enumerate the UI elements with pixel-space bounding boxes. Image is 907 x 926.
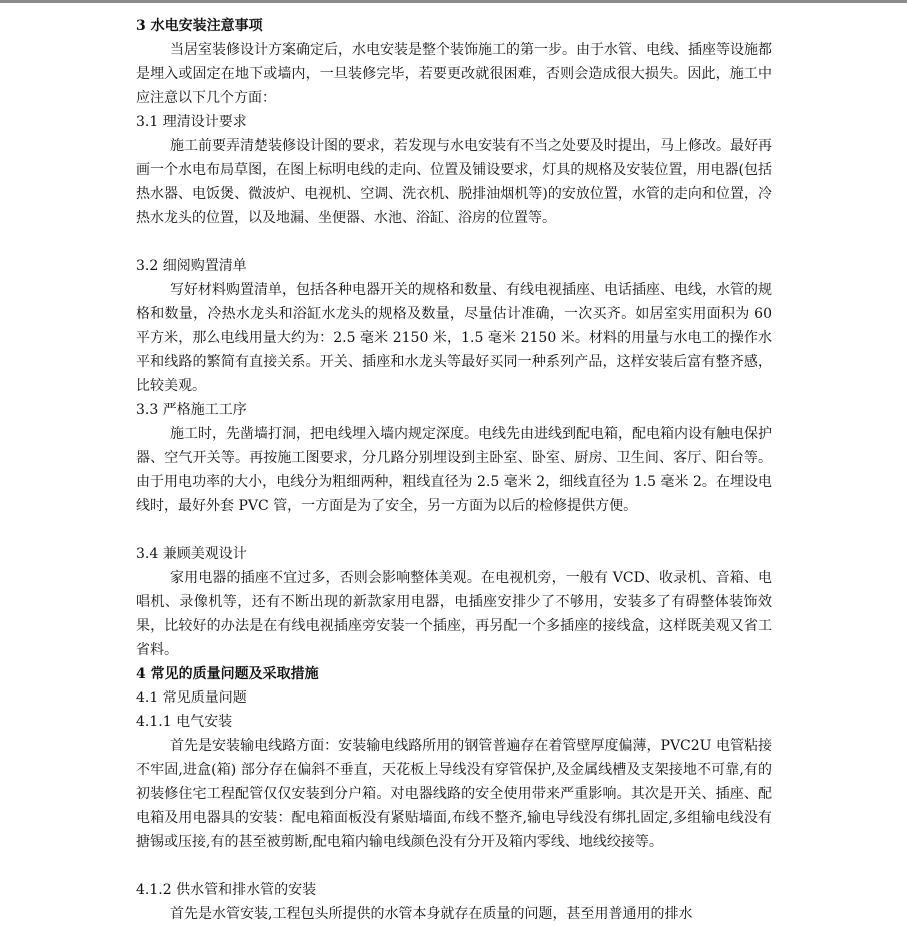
subsection-heading: 4.1 常见质量问题 (136, 690, 247, 706)
subsection-heading: 3.4 兼顾美观设计 (136, 546, 247, 562)
subsection-heading: 3.3 严格施工工序 (136, 402, 247, 418)
paragraph: 首先是安装输电线路方面：安装输电线路所用的钢管普遍存在着管壁厚度偏薄，PVC2U 电管粘接不牢固,进盒(箱) 部分存在偏斜不垂直，天花板上导线没有穿管保护,及金属线槽及支架接地不可靠,有的初装修住宅工程配管仅仅安装到分户箱。对电器线路的安全使用带来严重影响。其次是开关、插座、配电箱及用电器具的安装：配电箱面板没有紧贴墙面,布线不整齐,输电导线没有绑扎固定,多组输电线没有搪锡或压接,有的甚至被剪断,配电箱内输电线颜色没有分开及箱内零线、地线绞接等。 (136, 738, 772, 850)
subsection-heading: 4.1.1 电气安装 (136, 714, 233, 730)
top-border-rule (0, 0, 907, 3)
paragraph: 施工时，先凿墙打洞，把电线埋入墙内规定深度。电线先由进线到配电箱，配电箱内设有触电保护器、空气开关等。再按施工图要求，分几路分别埋设到主卧室、卧室、厨房、卫生间、客厅、阳台等。由于用电功率的大小，电线分为粗细两种，粗线直径为 2.5 毫米 2，细线直径为 1.5 毫米 2。在埋设电线时，最好外套 PVC 管，一方面是为了安全，另一方面为以后的检修提供方便。 (136, 426, 772, 514)
paragraph: 家用电器的插座不宜过多，否则会影响整体美观。在电视机旁，一般有 VCD、收录机、音箱、电唱机、录像机等，还有不断出现的新款家用电器，电插座安排少了不够用，安装多了有碍整体装饰效果，比较好的办法是在有线电视插座旁安装一个插座，再另配一个多插座的接线盒，这样既美观又省工省料。 (136, 570, 772, 658)
subsection-heading: 4.1.2 供水管和排水管的安装 (136, 882, 317, 898)
paragraph: 写好材料购置清单，包括各种电器开关的规格和数量、有线电视插座、电话插座、电线，水管的规格和数量，冷热水龙头和浴缸水龙头的规格及数量，尽量估计准确，一次买齐。如居室实用面积为 60 平方米，那么电线用量大约为：2.5 毫米 2150 米，1.5 毫米 2150 米。材料的用量与水电工的操作水平和线路的繁简有直接关系。开关、插座和水龙头等最好买同一种系列产品，这样安装后富有整齐感，比较美观。 (136, 282, 772, 394)
section-heading: 4 常见的质量问题及采取措施 (136, 666, 319, 682)
subsection-heading: 3.1 理清设计要求 (136, 114, 247, 130)
subsection-heading: 3.2 细阅购置清单 (136, 258, 247, 274)
document-page (136, 14, 772, 926)
paragraph: 当居室装修设计方案确定后，水电安装是整个装饰施工的第一步。由于水管、电线、插座等设施都是埋入或固定在地下或墙内，一旦装修完毕，若要更改就很困难，否则会造成很大损失。因此，施工中应注意以下几个方面： (136, 42, 772, 106)
document-body (136, 14, 772, 926)
section-heading: 3 水电安装注意事项 (136, 18, 263, 34)
paragraph: 施工前要弄清楚装修设计图的要求，若发现与水电安装有不当之处要及时提出，马上修改。最好再画一个水电布局草图，在图上标明电线的走向、位置及铺设要求，灯具的规格及安装位置，用电器(包括热水器、电饭煲、微波炉、电视机、空调、洗衣机、脱排油烟机等)的安放位置，水管的走向和位置，冷热水龙头的位置，以及地漏、坐便器、水池、浴缸、浴房的位置等。 (136, 138, 772, 226)
paragraph: 首先是水管安装,工程包头所提供的水管本身就存在质量的问题，甚至用普通用的排水 (170, 906, 693, 922)
